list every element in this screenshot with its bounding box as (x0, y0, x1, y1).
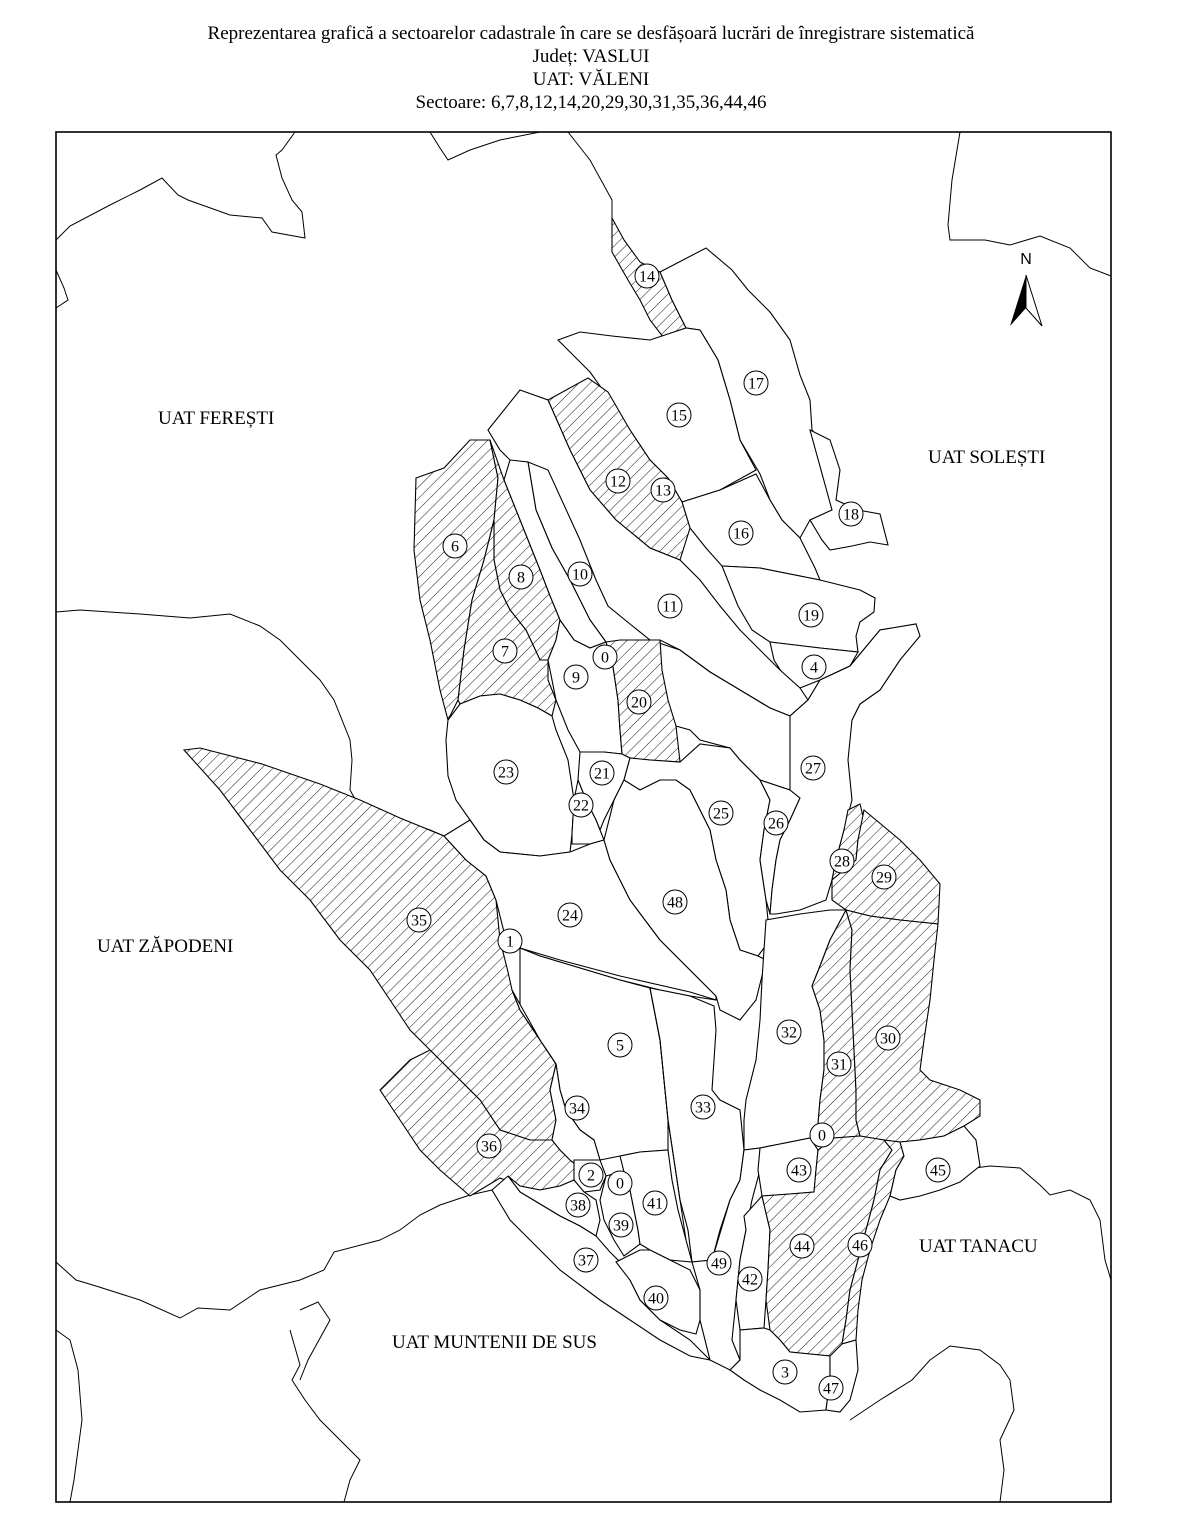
sector-label-text: 29 (876, 869, 892, 887)
sector-label-32[interactable] (777, 1020, 801, 1044)
sector-label-19[interactable] (799, 603, 823, 627)
boundary-muntenii-west (56, 1330, 82, 1502)
sector-label-12[interactable] (606, 469, 630, 493)
sector-label-text: 10 (572, 566, 588, 584)
sector-label-11[interactable] (658, 594, 682, 618)
north-arrow-icon-half (1026, 275, 1042, 326)
sector-label-text: 34 (569, 1100, 585, 1118)
sector-label-text: 17 (748, 375, 764, 393)
sector-label-38[interactable] (566, 1193, 590, 1217)
sector-label-text: 23 (498, 764, 514, 782)
boundary-feresti-north (56, 132, 305, 240)
sector-label-text: 30 (880, 1030, 896, 1048)
sector-label-25[interactable] (709, 801, 733, 825)
boundary-muntenii-southeast (850, 1346, 1014, 1502)
sector-label-42[interactable] (738, 1267, 762, 1291)
sector-label-text: 26 (768, 815, 784, 833)
north-arrow-letter: N (1020, 251, 1032, 268)
sector-label-31[interactable] (827, 1052, 851, 1076)
sector-label-text: 39 (613, 1217, 629, 1235)
sector-label-41[interactable] (643, 1191, 667, 1215)
sector-label-text: 35 (411, 912, 427, 930)
label-uat-zapodeni: UAT ZĂPODENI (97, 936, 234, 957)
sector-label-text: 32 (781, 1024, 797, 1042)
sector-label-text: 8 (517, 569, 525, 587)
map-title: Reprezentarea grafică a sectoarelor cadastrale în care se desfășoară lucrări de înregistrare sistematică (207, 23, 975, 44)
sector-label-text: 3 (781, 1364, 789, 1382)
sector-label-0[interactable] (608, 1171, 632, 1195)
sector-label-text: 0 (616, 1175, 624, 1193)
sector-label-34[interactable] (565, 1096, 589, 1120)
sector-label-49[interactable] (707, 1251, 731, 1275)
sector-label-text: 11 (662, 598, 678, 616)
sector-label-text: 36 (481, 1138, 497, 1156)
sector-label-text: 43 (791, 1162, 807, 1180)
sector-label-text: 0 (601, 649, 609, 667)
sector-label-47[interactable] (819, 1376, 843, 1400)
sector-label-22[interactable] (569, 793, 593, 817)
sector-label-27[interactable] (801, 756, 825, 780)
sector-label-text: 16 (733, 525, 749, 543)
boundary-muntenii-south (290, 1330, 360, 1502)
sector-label-text: 12 (610, 473, 626, 491)
sector-label-text: 6 (451, 538, 459, 556)
boundary-feresti-west (56, 270, 68, 308)
sector-label-15[interactable] (667, 403, 691, 427)
sector-label-13[interactable] (651, 478, 675, 502)
sector-label-5[interactable] (608, 1033, 632, 1057)
label-uat-tanacu: UAT TANACU (919, 1236, 1038, 1257)
sector-label-text: 18 (843, 506, 859, 524)
sector-label-text: 15 (671, 407, 687, 425)
sector-label-0[interactable] (593, 645, 617, 669)
sector-label-10[interactable] (568, 562, 592, 586)
sector-label-text: 2 (587, 1167, 595, 1185)
sector-label-45[interactable] (926, 1158, 950, 1182)
sector-label-text: 40 (648, 1290, 664, 1308)
sector-label-6[interactable] (443, 534, 467, 558)
sector-label-text: 7 (501, 643, 509, 661)
sector-label-text: 13 (655, 482, 671, 500)
sector-label-17[interactable] (744, 371, 768, 395)
sector-label-text: 1 (506, 933, 514, 951)
sector-label-text: 47 (823, 1380, 839, 1398)
sector-label-3[interactable] (773, 1360, 797, 1384)
sector-label-30[interactable] (876, 1026, 900, 1050)
sector-label-text: 45 (930, 1162, 946, 1180)
sector-label-0[interactable] (810, 1123, 834, 1147)
sector-label-text: 46 (852, 1237, 868, 1255)
label-uat-feresti: UAT FEREȘTI (158, 408, 275, 429)
sector-label-text: 9 (572, 669, 580, 687)
sector-label-43[interactable] (787, 1158, 811, 1182)
sector-label-2[interactable] (579, 1163, 603, 1187)
sector-label-text: 4 (810, 659, 818, 677)
county-label: Județ: VASLUI (532, 46, 650, 67)
sector-label-14[interactable] (635, 264, 659, 288)
sector-label-text: 49 (711, 1255, 727, 1273)
sector-label-text: 20 (631, 694, 647, 712)
sector-label-8[interactable] (509, 565, 533, 589)
sector-label-28[interactable] (830, 849, 854, 873)
boundary-north-right (568, 132, 612, 222)
sector-label-46[interactable] (848, 1233, 872, 1257)
sector-label-text: 0 (818, 1127, 826, 1145)
sector-label-text: 25 (713, 805, 729, 823)
sector-label-text: 38 (570, 1197, 586, 1215)
sector-label-44[interactable] (790, 1234, 814, 1258)
sector-label-text: 5 (616, 1037, 624, 1055)
sector-label-40[interactable] (644, 1286, 668, 1310)
north-arrow (1010, 251, 1042, 326)
sector-label-33[interactable] (691, 1095, 715, 1119)
sector-label-text: 27 (805, 760, 821, 778)
boundary-north-center (430, 132, 540, 160)
sector-label-text: 48 (667, 894, 683, 912)
sector-label-36[interactable] (477, 1134, 501, 1158)
sector-label-text: 37 (578, 1252, 594, 1270)
sector-label-26[interactable] (764, 811, 788, 835)
uat-label: UAT: VĂLENI (532, 69, 650, 90)
boundary-zapodeni-muntenii (56, 1190, 492, 1318)
boundary-muntenii-inner (300, 1302, 330, 1380)
sector-label-text: 28 (834, 853, 850, 871)
sector-label-20[interactable] (627, 690, 651, 714)
label-uat-solesti: UAT SOLEȘTI (928, 447, 1046, 468)
sector-label-text: 44 (794, 1238, 810, 1256)
sector-label-text: 24 (562, 907, 578, 925)
sector-label-48[interactable] (663, 890, 687, 914)
sector-label-1[interactable] (498, 929, 522, 953)
sector-label-16[interactable] (729, 521, 753, 545)
sector-label-text: 22 (573, 797, 589, 815)
sector-label-35[interactable] (407, 908, 431, 932)
sector-30-area[interactable] (846, 910, 980, 1142)
sector-label-4[interactable] (802, 655, 826, 679)
sector-label-37[interactable] (574, 1248, 598, 1272)
sector-label-text: 41 (647, 1195, 663, 1213)
sector-label-text: 19 (803, 607, 819, 625)
sector-label-24[interactable] (558, 903, 582, 927)
sector-label-text: 33 (695, 1099, 711, 1117)
sector-label-21[interactable] (590, 761, 614, 785)
sectors-list: Sectoare: 6,7,8,12,14,20,29,30,31,35,36,44,46 (415, 92, 767, 113)
sector-label-text: 42 (742, 1271, 758, 1289)
north-arrow-icon (1010, 275, 1026, 326)
sector-label-text: 14 (639, 268, 655, 286)
sector-label-39[interactable] (609, 1213, 633, 1237)
sector-label-7[interactable] (493, 639, 517, 663)
sector-label-29[interactable] (872, 865, 896, 889)
sector-label-23[interactable] (494, 760, 518, 784)
sector-label-text: 31 (831, 1056, 847, 1074)
sector-label-text: 21 (594, 765, 610, 783)
label-uat-muntenii: UAT MUNTENII DE SUS (392, 1332, 597, 1353)
sector-label-9[interactable] (564, 665, 588, 689)
sector-label-18[interactable] (839, 502, 863, 526)
